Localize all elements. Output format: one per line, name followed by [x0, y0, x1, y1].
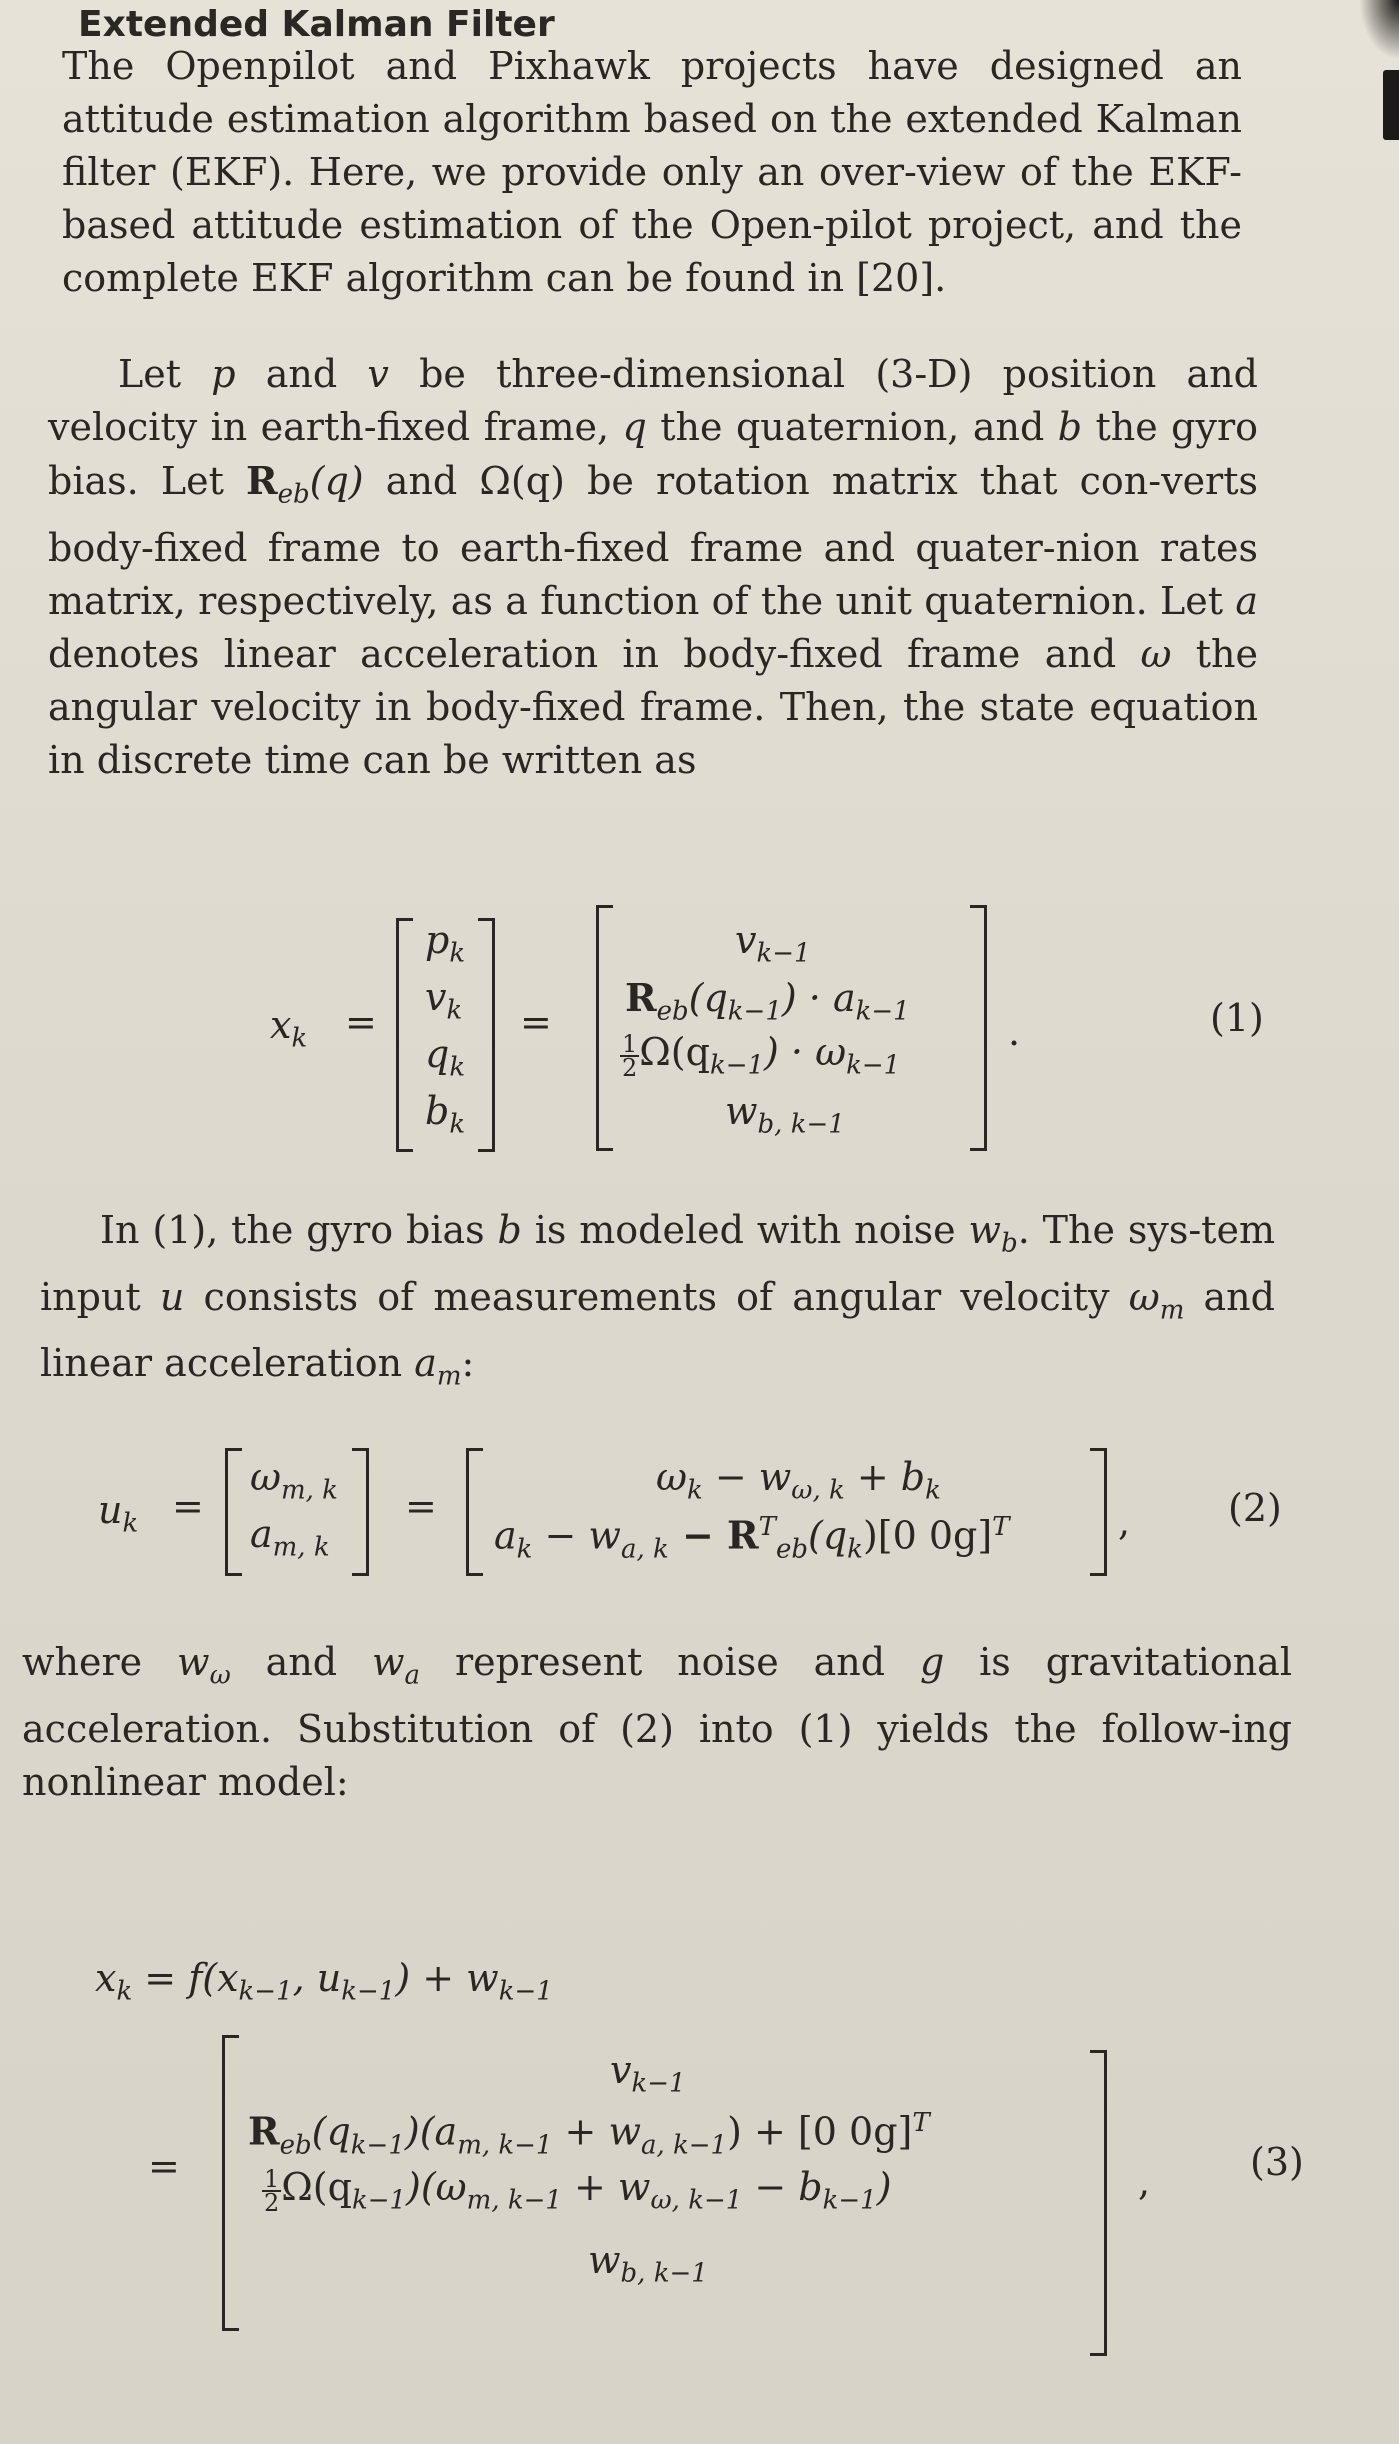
- fraction-half: $\frac{1}{2}$: [622, 1029, 638, 1082]
- paragraph-input: In (1), the gyro bias b is modeled with noise $w_b$. The sys-tem input u consists of measurements of angular velocity $\omega_m$ and linear acceleration $a_m$:: [40, 1208, 1275, 1392]
- fraction-half: $\frac{1}{2}$: [264, 2164, 280, 2217]
- equation-1: $x_k$ = $p_k$ $v_k$ $q_k$ $b_k$ = $v_{k-1}$ $R_{eb}(q_{k-1}) \cdot a_{k-1}$ $\frac{1}{2}$ $\Omega(q_{k-1}) \cdot \omega_{k-1}$ $w_{b, k-1}$ . (1): [0, 0, 1399, 1190]
- left-bracket: [222, 2035, 239, 2331]
- paragraph-definitions: Let p and v be three-dimensional (3-D) position and velocity in earth-fixed frame, q the quaternion, and b the gyro bias. Let $R_{eb}(q)$ and Ω(q) be rotation matrix that con-verts body-fixed frame to earth-fixed frame and quater-nion rates matrix, respectively, as a function of the unit quaternion. Let a denotes linear acceleration in body-fixed frame and ω the angular velocity in body-fixed frame. Then, the state equation in discrete time can be written as: [48, 352, 1258, 782]
- paragraph-substitution: where $w_\omega$ and $w_a$ represent noise and g is gravitational acceleration. Substitution of (2) into (1) yields the follow-ing nonlinear model:: [22, 1640, 1292, 1804]
- equation-number: (2): [1228, 1486, 1282, 1530]
- equation-3: $x_k = f(x_{k-1}$, $u_{k-1}) + w_{k-1}$ = $v_{k-1}$ $R_{eb}(q_{k-1})(a_{m, k-1} + w_{a, k-1}) + [0$ 0g]$^T$ $\frac{1}{2}$ $\Omega(q_{k-1})(\omega_{m, k-1} + w_{\omega, k-1} - b_{k-1})$ $w_{b, k-1}$ , (3): [0, 0, 1399, 2444]
- paragraph-intro: The Openpilot and Pixhawk projects have designed an attitude estimation algorithm based on the extended Kalman filter (EKF). Here, we provide only an over-view of the EKF-based attitude estimation of the Open-pilot project, and the complete EKF algorithm can be found in [20].: [62, 44, 1242, 300]
- right-bracket: [1090, 2050, 1107, 2356]
- equation-number: (3): [1250, 2140, 1304, 2184]
- equation-2: $u_k$ = $\omega_{m, k}$ $a_{m, k}$ = $\omega_k - w_{\omega, k} + b_k$ $a_k - w_{a, k} - R^T_{eb}(q_k)[0$ 0g]$^T$ , (2): [0, 0, 1399, 1620]
- section-heading: Extended Kalman Filter: [78, 4, 555, 45]
- equation-number: (1): [1210, 996, 1264, 1040]
